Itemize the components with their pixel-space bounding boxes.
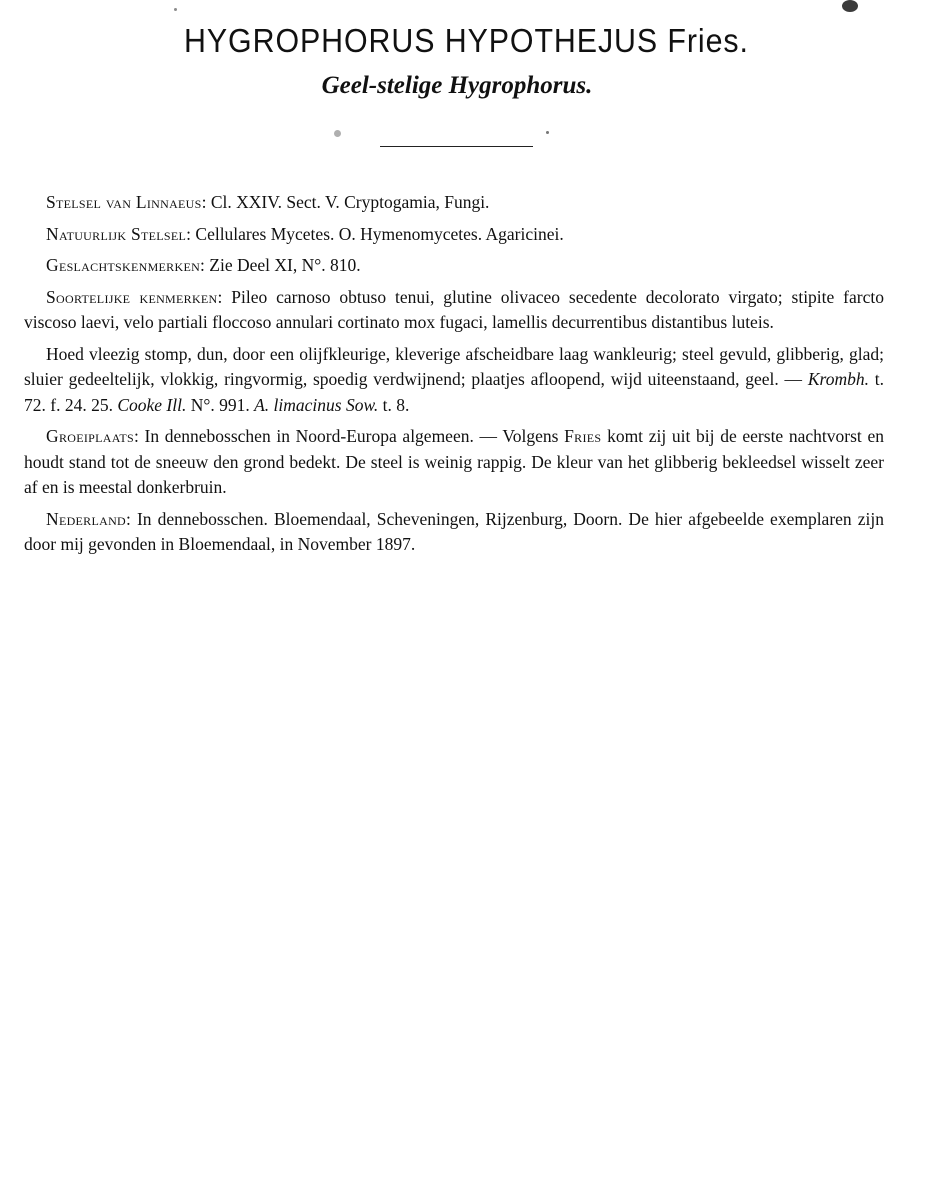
text-groeiplaats-2: komt zij uit bij de eerste nachtvorst en houdt stand tot de sneeuw den grond bedekt. De steel is weinig rappig. De kleur van het glibberig bekleedsel wisselt zeer af en is meestal donkerbruin. [24,426,884,497]
page-subtitle: Geel-stelige Hygrophorus. [321,72,593,99]
label-sep: : [201,192,211,212]
text-natuurlijk: Cellulares Mycetes. O. Hymenomycetes. Agaricinei. [195,223,564,244]
label-sep: : [217,286,232,307]
label-sep: : [186,223,196,244]
ink-speck [174,8,177,11]
ref-limacinus-rest: t. 8. [378,394,410,415]
text-nederland: In dennebosschen. Bloemendaal, Scheveningen, Rijzenburg, Doorn. De hier afgebeelde exemplaren zijn door mij gevonden in Bloemendaal, in November 1897. [24,508,884,554]
paragraph-hoed [24,342,884,419]
label-sep: : [126,508,137,529]
ref-cooke: Cooke Ill. [117,394,187,415]
ref-limacinus: A. limacinus Sow. [254,394,379,415]
label-nederland: Nederland [46,508,126,529]
label-soort: Soortelijke kenmerken [46,286,218,307]
text-geslacht: Zie Deel XI, N°. 810. [209,255,361,275]
ref-krombh: Krombh. [807,369,869,389]
paragraph-natuurlijk [24,222,884,248]
text-stelsel: Cl. XXIV. Sect. V. Cryptogamia, Fungi. [210,192,490,212]
page-title: HYGROPHORUS HYPOTHEJUS Fries. [184,22,749,59]
text-soort: Pileo carnoso obtuso tenui, glutine olivaceo secedente decolorato virgato; stipite farcto viscoso laevi, velo partiali floccoso annulari cortinato mox fugaci, lamellis decurrentibus distantibus luteis. [24,286,884,332]
paragraph-groeiplaats [24,424,884,501]
text-groeiplaats-1: In dennebosschen in Noord-Europa algemeen. — Volgens [144,426,565,446]
label-stelsel: Stelsel van Linnaeus [46,192,202,212]
label-geslacht: Geslachtskenmerken [46,255,201,275]
ink-speck [546,131,549,134]
label-sep: : [200,255,210,275]
ink-speck [334,130,341,137]
paragraph-geslacht [24,253,884,279]
label-sep: : [133,426,145,446]
body-text [24,190,884,564]
paragraph-stelsel [24,190,884,216]
paragraph-nederland [24,507,884,558]
name-fries: Fries [564,426,602,446]
paragraph-soort [24,285,884,336]
label-groeiplaats: Groeiplaats [46,426,134,446]
label-natuurlijk: Natuurlijk Stelsel [46,223,187,244]
title-rule [380,146,533,147]
ref-krombh-rest: t. 72. f. 24. 25. [24,369,884,415]
text-hoed: Hoed vleezig stomp, dun, door een olijfkleurige, kleverige afscheidbare laag wankleurig; steel gevuld, glibberig, glad; sluier gedeeltelijk, vlokkig, ringvormig, spoedig verdwijnend; plaatjes afloopend, wijd uiteenstaand, geel. — [24,343,884,389]
ink-speck [842,0,858,12]
ref-cooke-rest: N°. 991. [186,394,255,415]
